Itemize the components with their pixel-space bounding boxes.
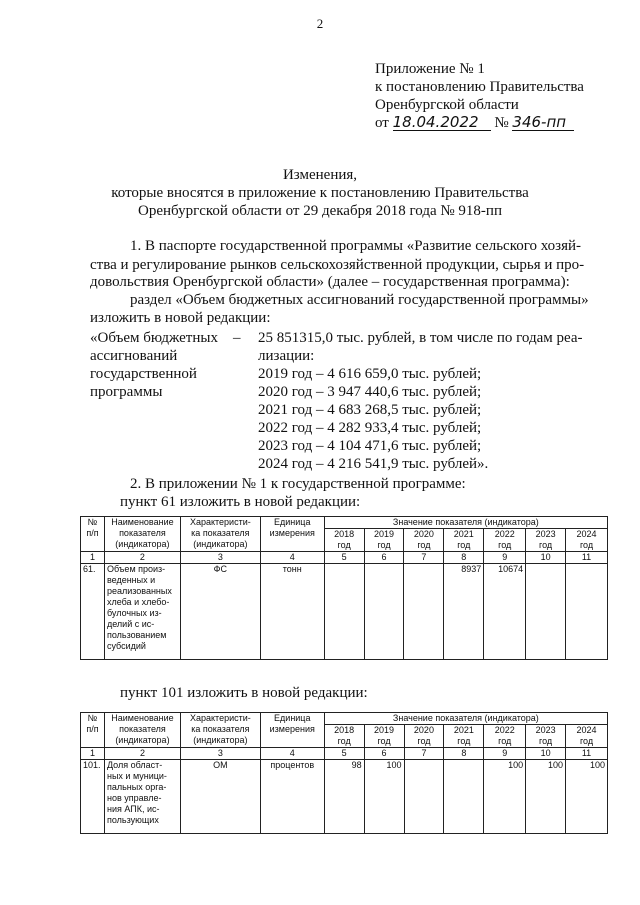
row-value: 100 <box>526 760 566 834</box>
row-value <box>566 564 608 660</box>
section1-line: изложить в новой редакции: <box>90 310 271 326</box>
row-name: Доля област- ных и муници- пальных орга- нов управле- ния АПК, ис- пользующих <box>104 760 180 834</box>
column-number: 1 <box>81 552 105 564</box>
budget-label-line: «Объем бюджетных <box>90 330 218 346</box>
row-value: 100 <box>364 760 404 834</box>
appendix-line: к постановлению Правительства <box>375 79 584 95</box>
column-number: 4 <box>260 748 324 760</box>
column-number: 1 <box>81 748 105 760</box>
row-value: 100 <box>566 760 608 834</box>
section2-line: пункт 101 изложить в новой редакции: <box>120 685 368 701</box>
budget-year: 2024 год – 4 216 541,9 тыс. рублей». <box>258 456 489 472</box>
column-number: 2 <box>104 552 180 564</box>
header-unit: Единица измерения <box>260 517 324 552</box>
column-number: 4 <box>260 552 324 564</box>
title-line: Изменения, <box>282 167 358 183</box>
header-year: 2019 год <box>364 725 404 748</box>
column-number: 6 <box>364 748 404 760</box>
column-number: 9 <box>484 552 526 564</box>
budget-year: 2021 год – 4 683 268,5 тыс. рублей; <box>258 402 482 418</box>
column-number: 5 <box>324 748 364 760</box>
appendix-line: Оренбургской области <box>375 97 519 113</box>
section1-line: 1. В паспорте государственной программы «Развитие сельского хозяй- <box>130 238 582 254</box>
indicator-table-61 <box>80 516 608 660</box>
row-characteristic: ОМ <box>180 760 260 834</box>
column-number: 11 <box>566 552 608 564</box>
appendix-line: Приложение № 1 <box>375 61 485 77</box>
column-number: 3 <box>180 552 260 564</box>
header-year: 2021 год <box>444 529 484 552</box>
row-num: 61. <box>81 564 105 660</box>
header-year: 2022 год <box>484 529 526 552</box>
column-number: 7 <box>404 552 444 564</box>
column-number: 2 <box>104 748 180 760</box>
budget-year: 2023 год – 4 104 471,6 тыс. рублей; <box>258 438 482 454</box>
header-year: 2022 год <box>484 725 526 748</box>
section1-line: довольствия Оренбургской области» (далее – государственная программа): <box>90 274 570 290</box>
column-number: 8 <box>444 748 484 760</box>
row-unit: процентов <box>260 760 324 834</box>
row-value: 8937 <box>444 564 484 660</box>
handwritten-date: 18.04.2022 <box>393 114 491 131</box>
from-label: от <box>375 115 389 131</box>
row-value: 100 <box>484 760 526 834</box>
section2-line: 2. В приложении № 1 к государственной программе: <box>130 476 466 492</box>
section2-line: пункт 61 изложить в новой редакции: <box>120 494 361 510</box>
budget-total: лизации: <box>258 348 315 364</box>
row-value: 98 <box>324 760 364 834</box>
header-value: Значение показателя (индикатора) <box>324 517 607 529</box>
title-line: которые вносятся в приложение к постановлению Правительства <box>111 185 529 201</box>
budget-year: 2020 год – 3 947 440,6 тыс. рублей; <box>258 384 482 400</box>
document-title <box>0 166 640 220</box>
column-number: 9 <box>484 748 526 760</box>
row-value <box>324 564 364 660</box>
column-number: 6 <box>364 552 404 564</box>
header-year: 2019 год <box>364 529 404 552</box>
row-characteristic: ФС <box>180 564 260 660</box>
budget-values <box>258 329 598 473</box>
header-year: 2024 год <box>566 529 608 552</box>
header-year: 2020 год <box>404 725 444 748</box>
header-year: 2024 год <box>566 725 608 748</box>
row-value <box>444 760 484 834</box>
header-year: 2018 год <box>324 529 364 552</box>
row-name: Объем произ- веденных и реализованных хлеба и хлебо- булочных из- делий с ис- пользованием субсидий <box>104 564 180 660</box>
header-value: Значение показателя (индикатора) <box>324 713 607 725</box>
column-number: 10 <box>526 748 566 760</box>
row-num: 101. <box>81 760 105 834</box>
column-number: 3 <box>180 748 260 760</box>
column-number: 5 <box>324 552 364 564</box>
column-number: 10 <box>526 552 566 564</box>
header-year: 2023 год <box>526 725 566 748</box>
header-name: Наименование показателя (индикатора) <box>104 517 180 552</box>
budget-dash: – <box>232 330 241 346</box>
page-number: 2 <box>316 16 324 31</box>
row-value <box>404 760 444 834</box>
header-year: 2023 год <box>526 529 566 552</box>
budget-total: 25 851315,0 тыс. рублей, в том числе по годам реа- <box>258 330 583 346</box>
budget-year: 2019 год – 4 616 659,0 тыс. рублей; <box>258 366 482 382</box>
header-characteristic: Характеристи- ка показателя (индикатора) <box>180 517 260 552</box>
budget-label-line: ассигнований <box>90 348 178 364</box>
row-value <box>364 564 404 660</box>
section1-line: ства и регулирование рынков сельскохозяйственной продукции, сырья и про- <box>90 257 585 273</box>
header-characteristic: Характеристи- ка показателя (индикатора) <box>180 713 260 748</box>
column-number: 11 <box>566 748 608 760</box>
handwritten-number: 346-пп <box>512 114 574 131</box>
budget-year: 2022 год – 4 282 933,4 тыс. рублей; <box>258 420 482 436</box>
row-value <box>526 564 566 660</box>
number-sign: № <box>494 115 509 131</box>
indicator-table-101 <box>80 712 608 834</box>
appendix-date-line <box>375 114 584 132</box>
budget-label-line: программы <box>90 384 163 400</box>
header-year: 2018 год <box>324 725 364 748</box>
row-value: 10674 <box>484 564 526 660</box>
budget-label <box>90 329 250 401</box>
header-unit: Единица измерения <box>260 713 324 748</box>
title-line: Оренбургской области от 29 декабря 2018 года № 918-пп <box>138 203 502 219</box>
row-unit: тонн <box>260 564 324 660</box>
appendix-header <box>375 60 584 132</box>
budget-label-line: государственной <box>90 366 197 382</box>
section1-line: раздел «Объем бюджетных ассигнований государственной программы» <box>130 292 589 308</box>
header-name: Наименование показателя (индикатора) <box>104 713 180 748</box>
row-value <box>404 564 444 660</box>
header-year: 2021 год <box>444 725 484 748</box>
header-num: № п/п <box>81 713 105 748</box>
column-number: 8 <box>444 552 484 564</box>
column-number: 7 <box>404 748 444 760</box>
header-year: 2020 год <box>404 529 444 552</box>
header-num: № п/п <box>81 517 105 552</box>
